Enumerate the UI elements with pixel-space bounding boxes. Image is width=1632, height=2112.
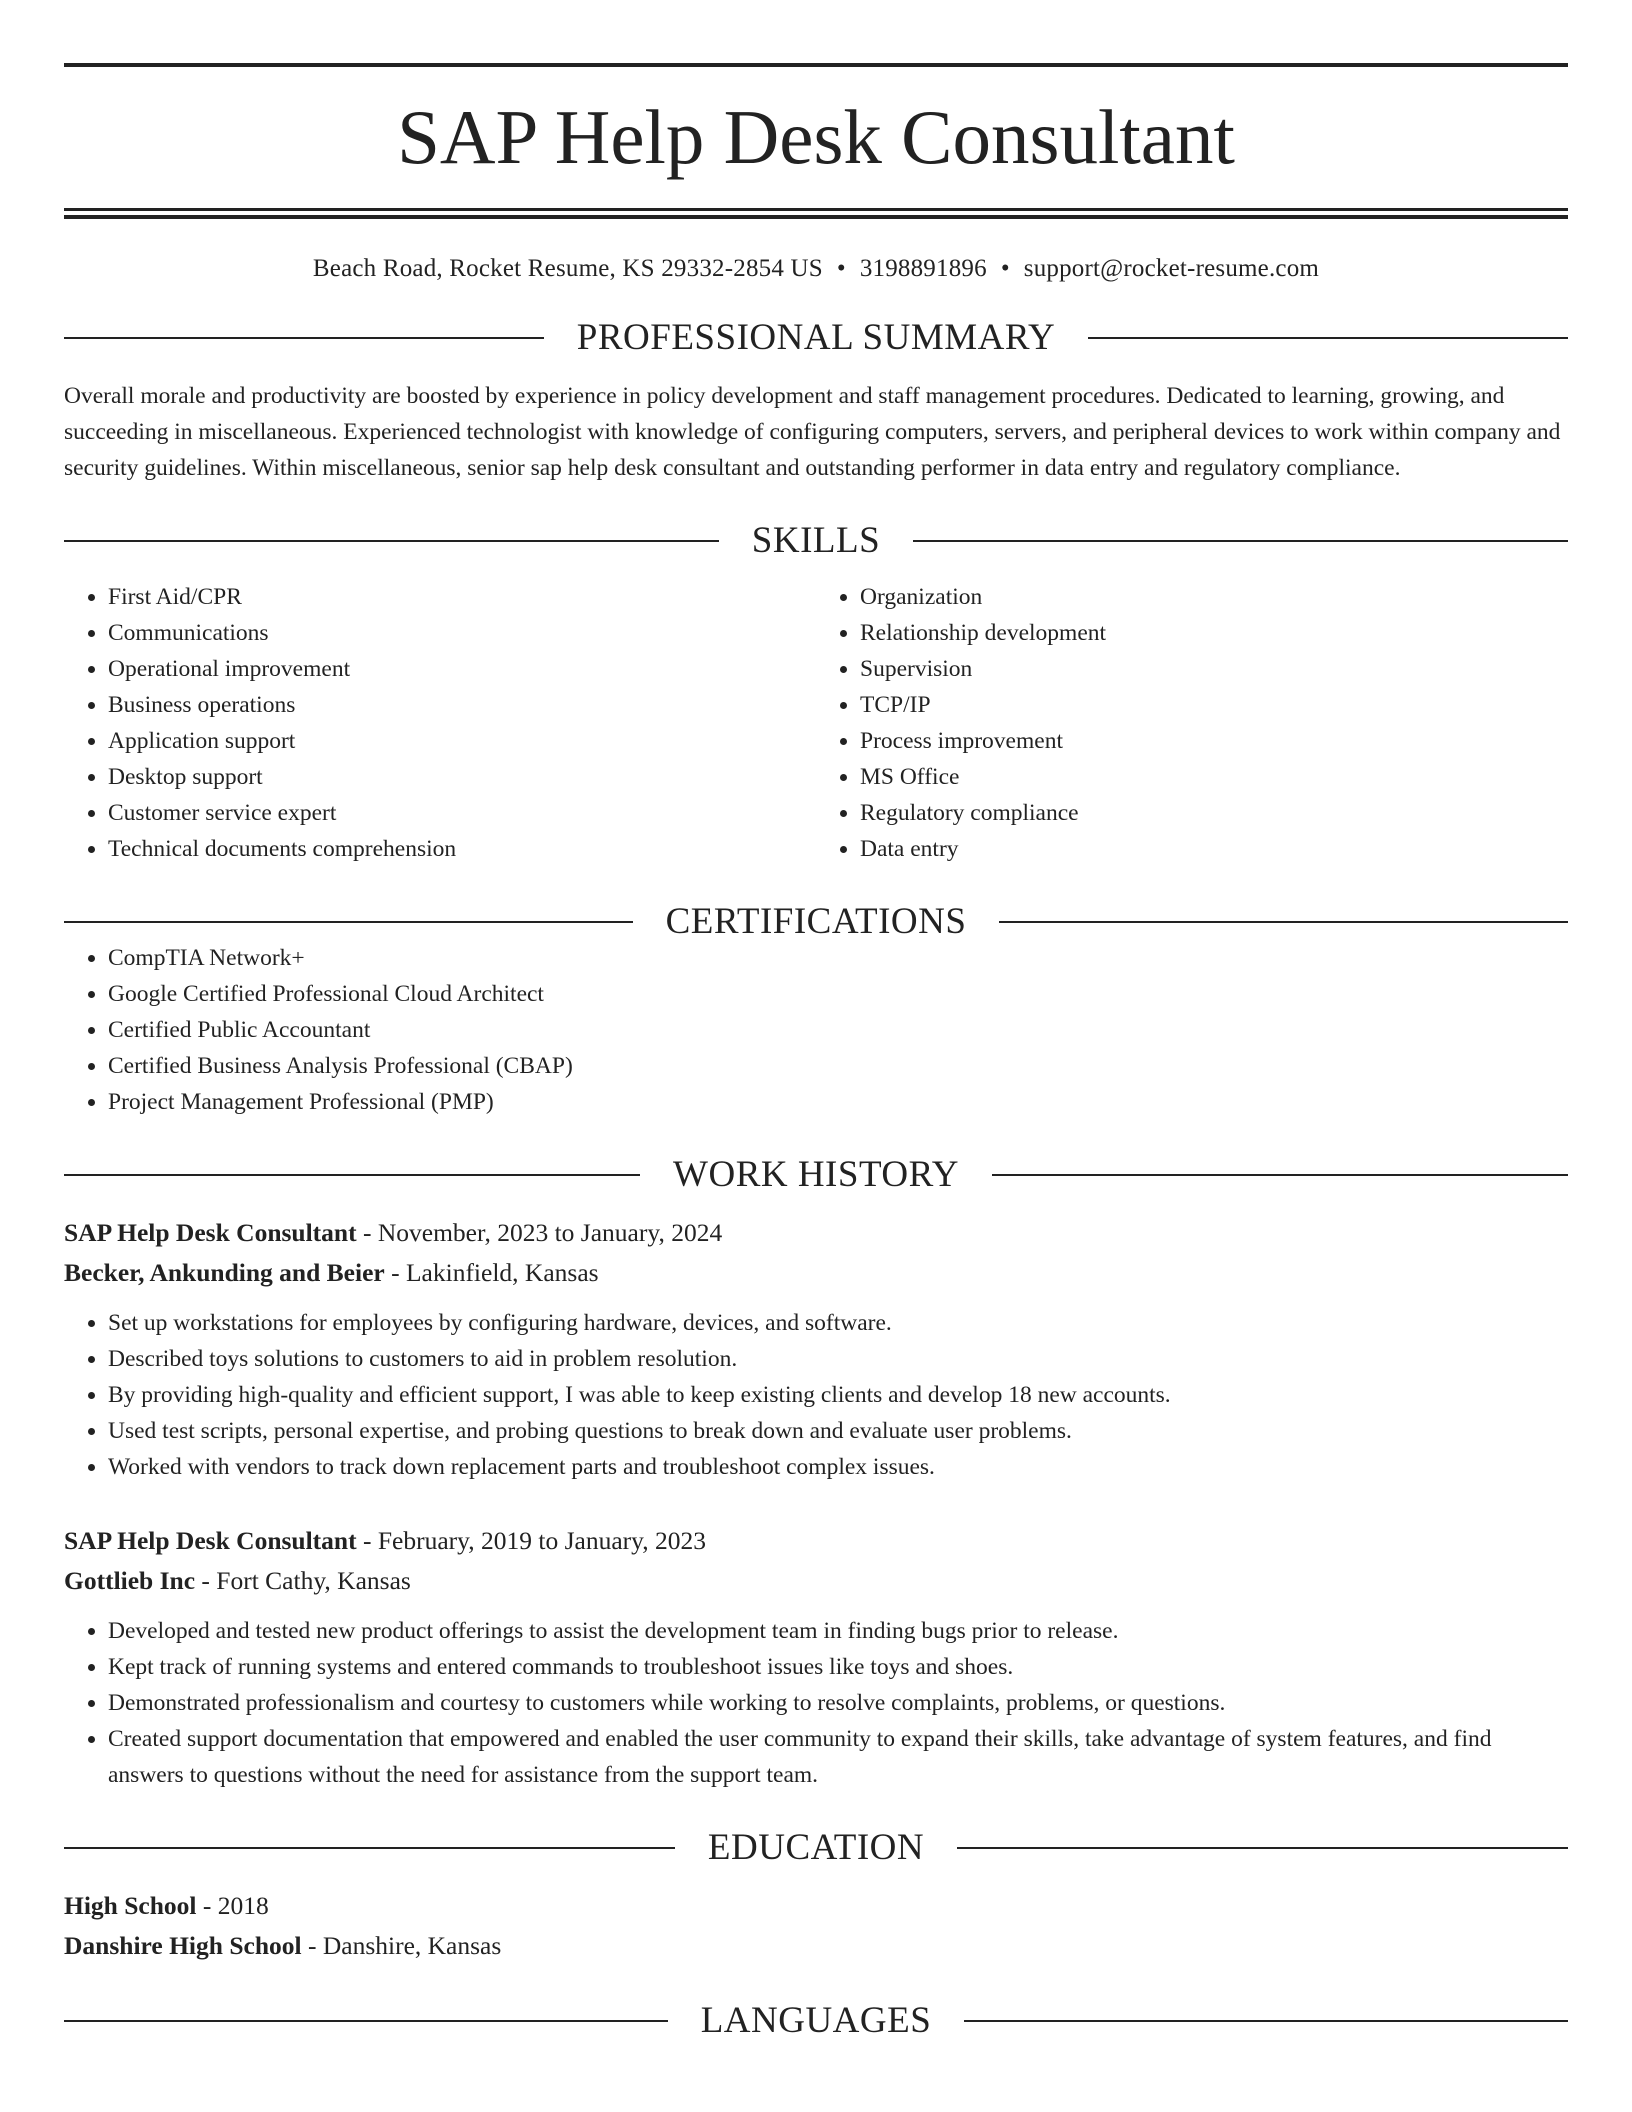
- job-duties-list: [64, 1305, 1568, 1485]
- section-header-languages: [64, 2002, 1568, 2039]
- section-title: PROFESSIONAL SUMMARY: [576, 317, 1056, 358]
- contact-phone: 3198891896: [859, 255, 987, 282]
- job-duty-item: • Set up workstations for employees by configuring hardware, devices, and software.: [108, 1305, 1568, 1341]
- section-header-summary: [64, 319, 1568, 356]
- section-header-education: [64, 1829, 1568, 1866]
- section-title: SKILLS: [751, 520, 881, 561]
- section-rule: [64, 1847, 675, 1849]
- section-rule: [64, 540, 719, 542]
- job-duty-item: • Described toys solutions to customers to aid in problem resolution.: [108, 1341, 1568, 1377]
- section-rule: [957, 1847, 1568, 1849]
- job-duty-item: • By providing high-quality and efficient support, I was able to keep existing clients and develop 18 new accounts.: [108, 1377, 1568, 1413]
- section-header-certifications: [64, 903, 1568, 940]
- job-entry: [64, 1521, 1568, 1793]
- job-title-line: [64, 1213, 1568, 1253]
- job-location: - Fort Cathy, Kansas: [201, 1566, 411, 1595]
- summary-text: Overall morale and productivity are boosted by experience in policy development and staff management procedures. Dedicated to learning, growing, and succeeding in miscellaneous. Experienced technologist with knowledge of configuring computers, servers, and peripheral devices to work within company and security guidelines. Within miscellaneous, senior sap help desk consultant and outstanding performer in data entry and regulatory compliance.: [64, 383, 1561, 481]
- job-duty-item: • Used test scripts, personal expertise, and probing questions to break down and evaluate user problems.: [108, 1413, 1568, 1449]
- section-title: CERTIFICATIONS: [665, 901, 967, 942]
- section-title: EDUCATION: [707, 1827, 925, 1868]
- section-rule: [64, 337, 544, 339]
- job-duty-item: • Kept track of running systems and entered commands to troubleshoot issues like toys and shoes.: [108, 1649, 1568, 1685]
- job-duty-item: • Developed and tested new product offerings to assist the development team in finding bugs prior to release.: [108, 1613, 1568, 1649]
- job-location: - Lakinfield, Kansas: [391, 1258, 599, 1287]
- skill-item: • Regulatory compliance: [860, 795, 1568, 831]
- skill-item: • Relationship development: [860, 615, 1568, 651]
- section-header-skills: [64, 522, 1568, 559]
- section-rule: [64, 2020, 668, 2022]
- education-school-line: [64, 1926, 1568, 1966]
- job-company-line: [64, 1561, 1568, 1601]
- skill-item: • Organization: [860, 579, 1568, 615]
- skill-item: • Application support: [108, 723, 816, 759]
- skill-item: • Operational improvement: [108, 651, 816, 687]
- job-dates: - February, 2019 to January, 2023: [362, 1526, 706, 1555]
- certification-item: • Google Certified Professional Cloud Architect: [108, 976, 1568, 1012]
- skill-item: • Business operations: [108, 687, 816, 723]
- education-school: Danshire High School: [64, 1931, 302, 1960]
- skill-item: • Communications: [108, 615, 816, 651]
- contact-line: [64, 255, 1568, 283]
- job-duty-item: • Created support documentation that empowered and enabled the user community to expand their skills, take advantage of system features, and find answers to questions without the need for assistance from the support team.: [108, 1721, 1568, 1793]
- job-duties-list: [64, 1613, 1568, 1793]
- section-rule: [913, 540, 1568, 542]
- skill-item: • MS Office: [860, 759, 1568, 795]
- certification-item: • Certified Public Accountant: [108, 1012, 1568, 1048]
- job-company-line: [64, 1253, 1568, 1293]
- contact-separator: •: [836, 255, 846, 282]
- job-duty-item: • Worked with vendors to track down replacement parts and troubleshoot complex issues.: [108, 1449, 1568, 1485]
- skill-item: • First Aid/CPR: [108, 579, 816, 615]
- education-location: - Danshire, Kansas: [307, 1931, 502, 1960]
- skills-list-left: [64, 579, 816, 867]
- section-rule: [964, 2020, 1568, 2022]
- certification-item: • CompTIA Network+: [108, 940, 1568, 976]
- skill-item: • Desktop support: [108, 759, 816, 795]
- certification-item: • Project Management Professional (PMP): [108, 1084, 1568, 1120]
- skills-list-right: [816, 579, 1568, 867]
- skill-item: • Customer service expert: [108, 795, 816, 831]
- education-entry: [64, 1886, 1568, 1966]
- education-year: - 2018: [202, 1891, 269, 1920]
- skill-item: • Process improvement: [860, 723, 1568, 759]
- skills-columns: [64, 579, 1568, 867]
- skill-item: • Technical documents comprehension: [108, 831, 816, 867]
- job-company: Gottlieb Inc: [64, 1566, 196, 1595]
- job-duty-item: • Demonstrated professionalism and courtesy to customers while working to resolve complaints, problems, or questions.: [108, 1685, 1568, 1721]
- resume-page: [64, 0, 1568, 2039]
- education-degree: High School: [64, 1891, 197, 1920]
- title-double-rule: [64, 208, 1568, 219]
- job-entry: [64, 1213, 1568, 1485]
- section-rule: [64, 1174, 640, 1176]
- section-rule: [992, 1174, 1568, 1176]
- job-title-line: [64, 1521, 1568, 1561]
- job-title: SAP Help Desk Consultant: [64, 1218, 357, 1247]
- job-title: SAP Help Desk Consultant: [64, 1526, 357, 1555]
- contact-separator: •: [1000, 255, 1010, 282]
- section-title: WORK HISTORY: [673, 1154, 959, 1195]
- section-rule: [64, 921, 633, 923]
- section-rule: [1088, 337, 1568, 339]
- page-title: SAP Help Desk Consultant: [397, 94, 1235, 180]
- skill-item: • TCP/IP: [860, 687, 1568, 723]
- education-degree-line: [64, 1886, 1568, 1926]
- section-header-work-history: [64, 1156, 1568, 1193]
- section-title: LANGUAGES: [700, 2000, 932, 2041]
- skill-item: • Data entry: [860, 831, 1568, 867]
- job-company: Becker, Ankunding and Beier: [64, 1258, 385, 1287]
- contact-address: Beach Road, Rocket Resume, KS 29332-2854 US: [312, 255, 823, 282]
- contact-email: support@rocket-resume.com: [1023, 255, 1320, 282]
- certifications-list: [64, 940, 1568, 1120]
- job-dates: - November, 2023 to January, 2024: [362, 1218, 723, 1247]
- skill-item: • Supervision: [860, 651, 1568, 687]
- section-rule: [999, 921, 1568, 923]
- certification-item: • Certified Business Analysis Professional (CBAP): [108, 1048, 1568, 1084]
